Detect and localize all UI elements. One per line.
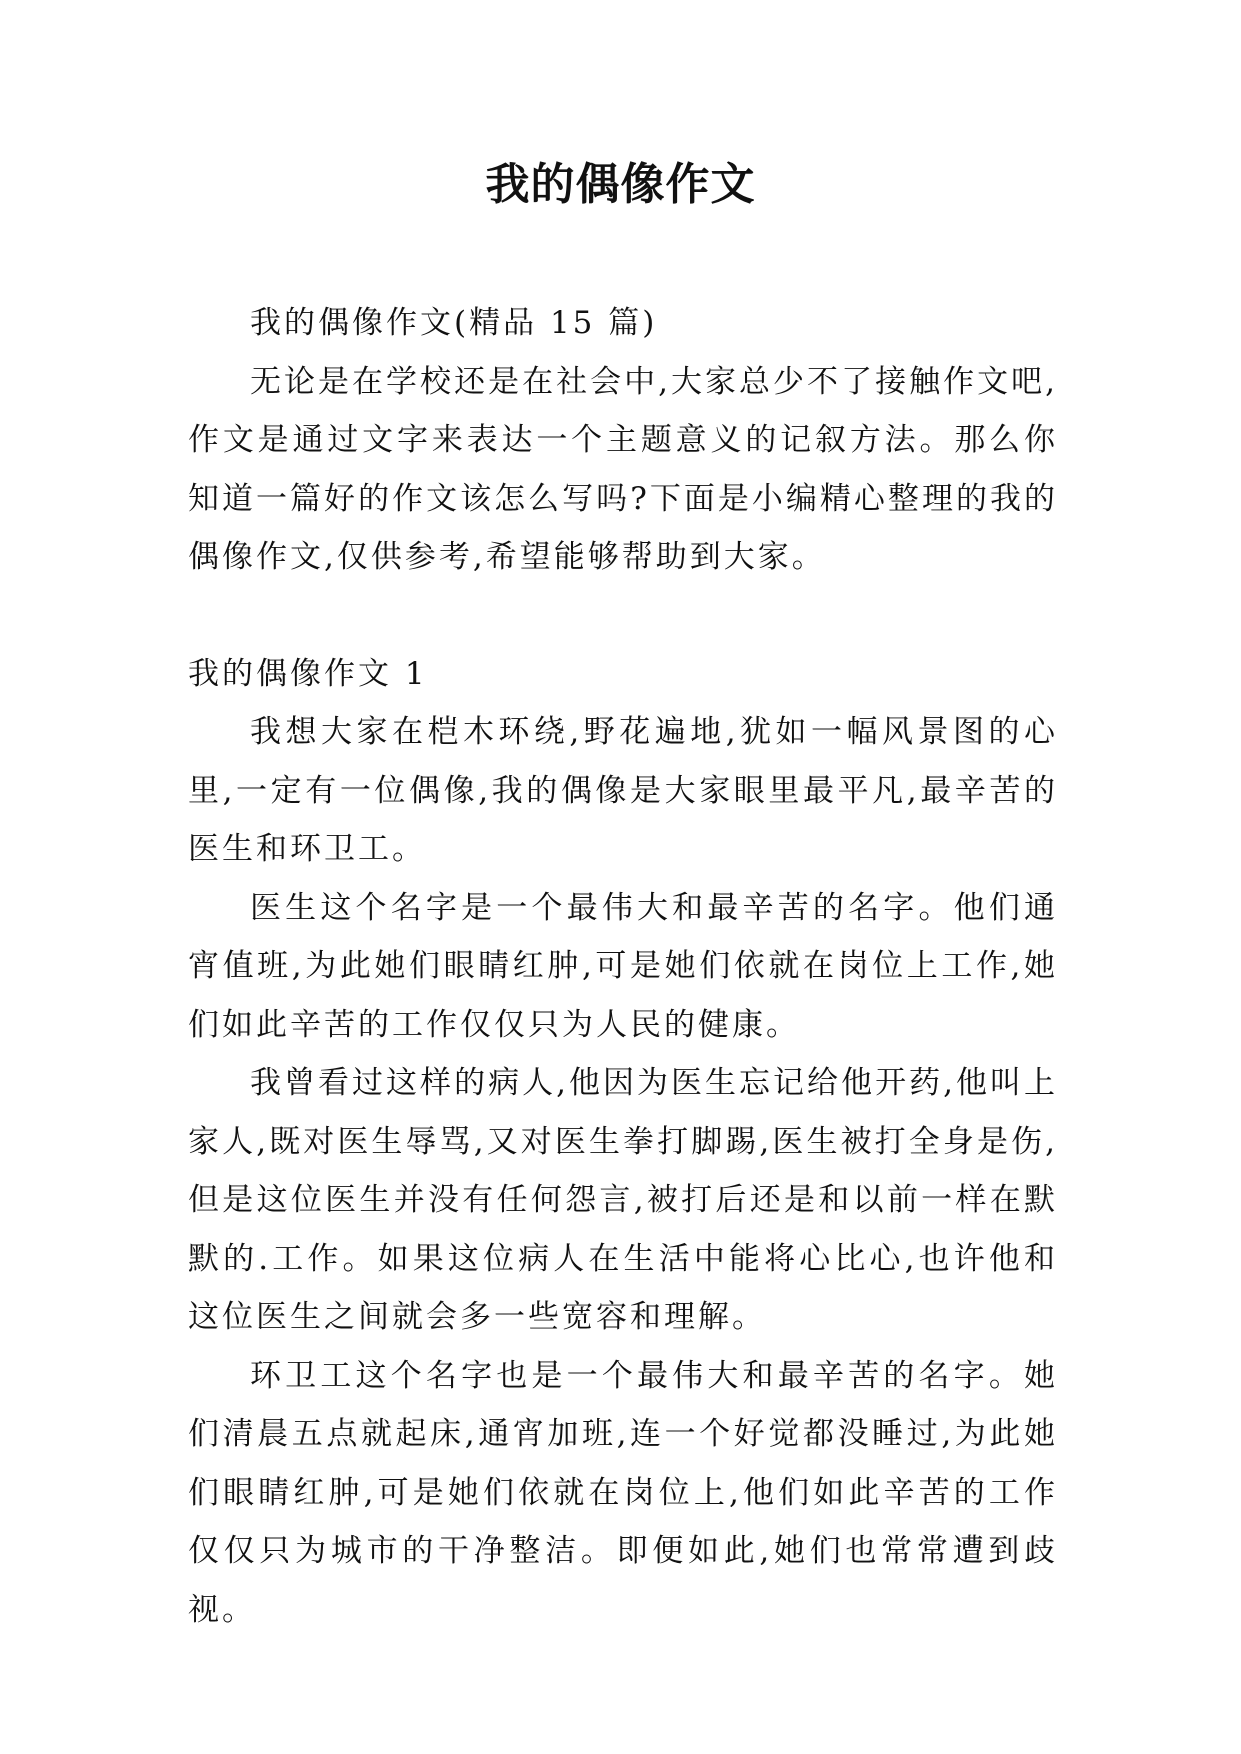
intro-paragraph: 无论是在学校还是在社会中,大家总少不了接触作文吧,作文是通过文字来表达一个主题意义的记叙方法。那么你知道一篇好的作文该怎么写吗?下面是小编精心整理的我的偶像作文,仅供参考,希望能够帮助到大家。	[188, 363, 1058, 575]
document-body	[188, 294, 1058, 1639]
body-paragraph-3: 我曾看过这样的病人,他因为医生忘记给他开药,他叫上家人,既对医生辱骂,又对医生拳打脚踢,医生被打全身是伤,但是这位医生并没有任何怨言,被打后还是和以前一样在默默的.工作。如果这位病人在生活中能将心比心,也许他和这位医生之间就会多一些宽容和理解。	[188, 1065, 1058, 1335]
body-paragraph-2: 医生这个名字是一个最伟大和最辛苦的名字。他们通宵值班,为此她们眼睛红肿,可是她们依就在岗位上工作,她们如此辛苦的工作仅仅只为人民的健康。	[188, 889, 1058, 1043]
document-title: 我的偶像作文	[485, 159, 756, 210]
section-heading: 我的偶像作文 1	[188, 655, 428, 692]
document-subtitle: 我的偶像作文(精品 15 篇)	[250, 305, 658, 341]
body-paragraph-1: 我想大家在桤木环绕,野花遍地,犹如一幅风景图的心里,一定有一位偶像,我的偶像是大家眼里最平凡,最辛苦的医生和环卫工。	[188, 714, 1058, 867]
body-paragraph-4: 环卫工这个名字也是一个最伟大和最辛苦的名字。她们清晨五点就起床,通宵加班,连一个好觉都没睡过,为此她们眼睛红肿,可是她们依就在岗位上,他们如此辛苦的工作仅仅只为城市的干净整洁。即便如此,她们也常常遭到歧视。	[188, 1357, 1058, 1628]
paragraph-gap	[188, 587, 1058, 645]
